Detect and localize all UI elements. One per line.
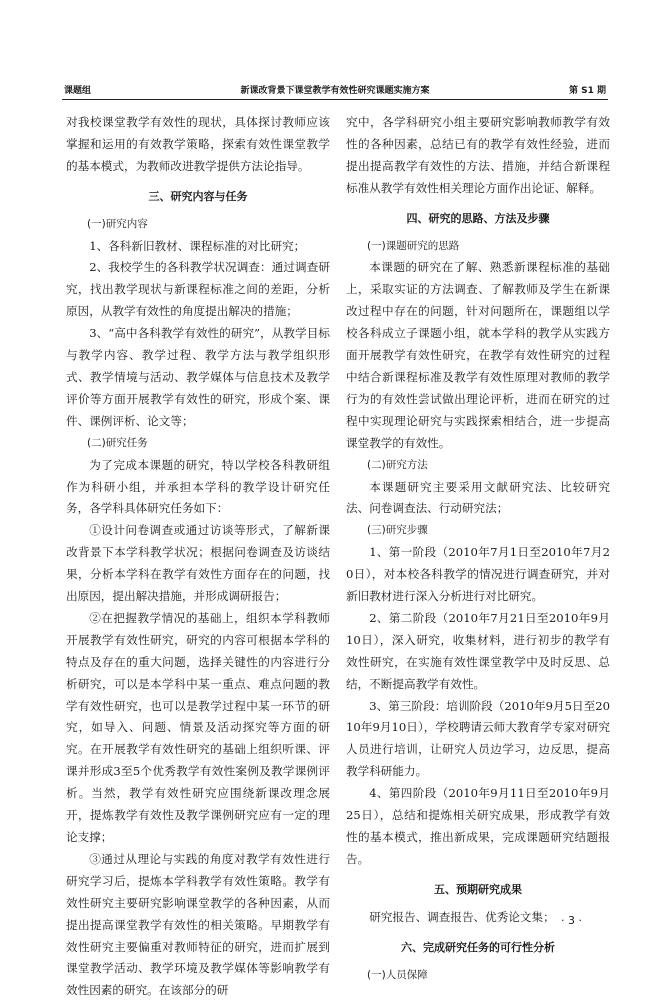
list-item: ③通过从理论与实践的角度对教学有效性进行研究学习后，提炼本学科教学有效性策略。教学有效性研究主要研究影响课堂教学的各种因素，从而提出提高课堂教学有效性的相关策略。早期教学有效性研究主要偏重对教师特征的研究，进而扩展到课堂教学活动、教学环境及教学媒体等影响教学有效性因素的研究。在该部分的研 — [66, 851, 330, 998]
paragraph: 为了完成本课题的研究，特以学校各科教研组作为科研小组，并承担本学科的教学设计研究任务，各学科具体研究任务如下： — [66, 457, 330, 516]
list-item: ②在把握教学情况的基础上，组织本学科教师开展教学有效性研究，研究的内容可根据本学科的特点及存在的重大问题，选择关键性的内容进行分析研究，可以是本学科中某一重点、难点问题的教学有效性研究，也可以是教学过程中某一环节的研究，如导入、问题、情景及活动探究等方面的研究。在开展教学有效性研究的基础上组织听课、评课并形成3至5个优秀教学有效性案例及教学课例评析。当然，教学有效性研究应围绕新课改理念展开，提炼教学有效性及教学课例研究应有一定的理论支撑； — [66, 610, 330, 844]
list-item: 1、第一阶段（2010年7月1日至2010年7月20日），对本校各科教学的情况进行调查研究，并对新旧教材进行深入分析进行对比研究。 — [346, 545, 610, 604]
paragraph: 研究报告、调查报告、优秀论文集； — [369, 909, 555, 924]
subsection-heading: (一)研究内容 — [87, 217, 148, 230]
page-number: · 3 · — [561, 914, 582, 927]
list-item: 2、第二阶段（2010年7月21日至2010年9月10日），深入研究，收集材料，进行初步的教学有效性研究，在实施有效性课堂教学中及时反思、总结，不断提高教学有效性。 — [346, 610, 610, 691]
paragraph: 本课题的研究在了解、熟悉新课程标准的基础上，采取实证的方法调查、了解教师及学生在新课改过程中存在的问题，针对问题所在，课题组以学校各科成立子课题小组，就本学科的教学从实践方面开展教学有效性研究，在教学有效性研究的过程中结合新课程标准及教学有效性原理对教师的教学行为的有效性尝试做出理论评析，进而在研究的过程中实现理论研究与实践探索相结合，进一步提高课堂教学的有效性。 — [346, 260, 610, 450]
list-item: ①设计问卷调查或通过访谈等形式，了解新课改背景下本学科教学状况；根据问卷调查及访谈结果，分析本学科在教学有效性方面存在的问题，找出原因，提出解决措施，并形成调研报告； — [66, 523, 330, 604]
paragraph: 对我校课堂教学有效性的现状，具体探讨教师应该掌握和运用的有效教学策略，探索有效性课堂教学的基本模式，为教师改进教学提供方法论指导。 — [66, 115, 330, 173]
subsection-heading: (一)人员保障 — [367, 968, 428, 981]
right-column — [346, 112, 610, 986]
list-item: 3、第三阶段：培训阶段（2010年9月5日至2010年9月10日），学校聘请云师大教育学专家对研究人员进行培训，让研究人员边学习，边反思，提高教学科研能力。 — [346, 698, 610, 779]
paragraph: 本课题研究主要采用文献研究法、比较研究法、问卷调查法、行动研究法； — [346, 479, 610, 516]
section-heading: 三、研究内容与任务 — [148, 189, 248, 203]
header-left: 课题组 — [64, 86, 92, 96]
left-column — [66, 112, 330, 1002]
section-heading: 六、完成研究任务的可行性分析 — [401, 940, 555, 954]
header-issue: 第 S1 期 — [568, 86, 606, 96]
list-item: 3、“高中各科教学有效性的研究”，从教学目标与教学内容、教学过程、教学方法与教学组织形式、教学情境与活动、教学媒体与信息技术及教学评价等方面开展教学有效性的研究，形成个案、课件、课例评析、论文等； — [66, 326, 330, 428]
list-item: 1、各科新旧教材、课程标准的对比研究； — [89, 238, 306, 253]
paragraph: 究中，各学科研究小组主要研究影响教师教学有效性的各种因素，总结已有的教学有效性经验，进而提出提高教学有效性的方法、措施，并结合新课程标准从教学有效性相关理论方面作出论证、解释。 — [346, 115, 610, 195]
list-item: 2、我校学生的各科教学状况调查：通过调查研究，找出教学现状与新课程标准之间的差距，分析原因，从教学有效性的角度提出解决的措施； — [66, 260, 330, 319]
section-heading: 四、研究的思路、方法及步骤 — [406, 211, 550, 225]
subsection-heading: (二)研究任务 — [87, 436, 148, 449]
subsection-heading: (三)研究步骤 — [367, 524, 428, 537]
header-title: 新课改背景下课堂教学有效性研究课题实施方案 — [240, 86, 430, 96]
section-heading: 五、预期研究成果 — [434, 882, 522, 896]
subsection-heading: (二)研究方法 — [367, 458, 428, 471]
list-item: 4、第四阶段（2010年9月11日至2010年9月25日），总结和提炼相关研究成果，形成教学有效性的基本模式，推出新成果，完成课题研究结题报告。 — [346, 786, 610, 866]
subsection-heading: (一)课题研究的思路 — [367, 239, 460, 252]
running-header — [62, 83, 608, 99]
header-rule — [62, 99, 608, 100]
